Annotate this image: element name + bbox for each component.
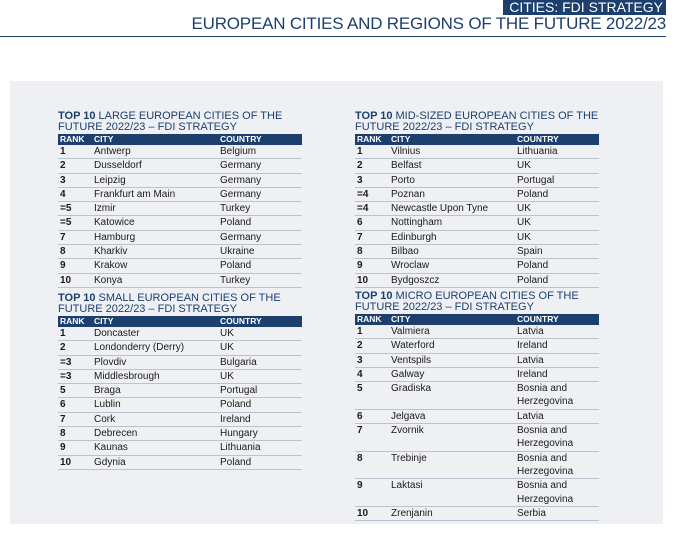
table-row xyxy=(58,456,302,470)
table-row xyxy=(355,145,599,159)
table-title-prefix: TOP 10 xyxy=(355,290,393,302)
table-row xyxy=(58,259,302,273)
table-row xyxy=(58,356,302,370)
cell-rank: 9 xyxy=(60,442,66,454)
cell-city: Galway xyxy=(391,368,425,380)
table-row xyxy=(58,188,302,202)
cell-city: Dusseldorf xyxy=(94,160,142,172)
cell-rank: 3 xyxy=(357,354,363,366)
cell-rank: 9 xyxy=(357,480,363,492)
section-kicker: CITIES: FDI STRATEGY xyxy=(503,0,666,15)
cell-rank: 10 xyxy=(357,507,369,519)
table-title-text: LARGE EUROPEAN CITIES OF THE FUTURE 2022/23 – FDI STRATEGY xyxy=(58,110,283,133)
cell-country: Portugal xyxy=(517,174,555,186)
rankings-panel xyxy=(10,81,663,524)
cell-rank: 6 xyxy=(357,410,363,422)
cell-city: Trebinje xyxy=(391,452,427,464)
cell-country: UK xyxy=(517,160,531,172)
table-row xyxy=(58,216,302,230)
cell-rank: 6 xyxy=(357,217,363,229)
table-row xyxy=(58,327,302,341)
cell-country: Bosnia and Herzegovina xyxy=(517,425,574,450)
table-row xyxy=(355,368,599,382)
cell-country: UK xyxy=(220,342,234,354)
table-row xyxy=(355,159,599,173)
cell-city: Waterford xyxy=(391,340,435,352)
cell-rank: 7 xyxy=(357,231,363,243)
cell-rank: =4 xyxy=(357,203,369,215)
cell-rank: 2 xyxy=(357,160,363,172)
cell-rank: 1 xyxy=(357,146,363,157)
cell-city: Valmiera xyxy=(391,326,430,337)
cell-city: Poznan xyxy=(391,188,425,200)
cell-rank: 9 xyxy=(60,260,66,272)
table-row xyxy=(58,441,302,455)
cell-city: Middlesbrough xyxy=(94,370,160,382)
table-row xyxy=(58,159,302,173)
cell-country: Latvia xyxy=(517,326,544,337)
cell-rank: 2 xyxy=(60,160,66,172)
cell-rank: =3 xyxy=(60,370,72,382)
table-title-text: SMALL EUROPEAN CITIES OF THE FUTURE 2022/23 – FDI STRATEGY xyxy=(58,292,281,315)
small-cities-table xyxy=(58,293,302,470)
cell-country: Ireland xyxy=(220,413,251,425)
cell-city: Ventspils xyxy=(391,354,432,366)
cell-city: Frankfurt am Main xyxy=(94,188,176,200)
column-header-city: CITY xyxy=(391,134,411,144)
cell-city: Edinburgh xyxy=(391,231,437,243)
table-row xyxy=(355,354,599,368)
table-row xyxy=(58,145,302,159)
table-row xyxy=(355,325,599,339)
page-title: EUROPEAN CITIES AND REGIONS OF THE FUTURE 2022/23 xyxy=(191,14,666,33)
cell-country: Spain xyxy=(517,246,543,258)
table-row xyxy=(355,507,599,521)
cell-rank: 4 xyxy=(60,188,66,200)
table-row xyxy=(58,274,302,288)
cell-city: Braga xyxy=(94,385,121,397)
cell-rank: 8 xyxy=(357,246,363,258)
cell-city: Gradiska xyxy=(391,383,432,395)
cell-rank: 6 xyxy=(60,399,66,411)
column-header-country: COUNTRY xyxy=(220,316,262,326)
cell-city: Londonderry (Derry) xyxy=(94,342,185,354)
cell-city: Debrecen xyxy=(94,428,138,440)
table-row xyxy=(355,202,599,216)
cell-city: Belfast xyxy=(391,160,422,172)
large-cities-table xyxy=(58,111,302,288)
cell-city: Cork xyxy=(94,413,116,425)
cell-city: Izmir xyxy=(94,203,116,215)
cell-country: Germany xyxy=(220,160,262,172)
cell-city: Kaunas xyxy=(94,442,128,454)
cell-country: Turkey xyxy=(220,203,251,215)
table-row xyxy=(355,410,599,424)
table-header xyxy=(355,134,599,145)
column-header-rank: RANK xyxy=(357,134,382,144)
table-title-prefix: TOP 10 xyxy=(58,292,96,304)
cell-rank: 7 xyxy=(60,413,66,425)
table-title xyxy=(58,111,302,133)
cell-city: Jelgava xyxy=(391,410,426,422)
cell-country: Poland xyxy=(220,456,252,468)
cell-city: Gdynia xyxy=(94,456,126,468)
table-row xyxy=(58,231,302,245)
cell-country: Bosnia and Herzegovina xyxy=(517,383,574,408)
header-rule xyxy=(0,36,666,37)
cell-country: Lithuania xyxy=(220,442,261,454)
table-header xyxy=(58,316,302,327)
table-title-text: MICRO EUROPEAN CITIES OF THE FUTURE 2022/23 – FDI STRATEGY xyxy=(355,290,579,313)
cell-city: Bilbao xyxy=(391,246,419,258)
cell-rank: 10 xyxy=(60,274,72,286)
mid-sized-cities-table xyxy=(355,111,599,288)
cell-city: Laktasi xyxy=(391,480,423,492)
column-header-country: COUNTRY xyxy=(220,134,262,144)
cell-city: Porto xyxy=(391,174,415,186)
table-title-prefix: TOP 10 xyxy=(355,110,393,122)
column-header-city: CITY xyxy=(94,134,114,144)
cell-country: Germany xyxy=(220,174,262,186)
column-header-country: COUNTRY xyxy=(517,134,559,144)
table-row xyxy=(355,452,599,480)
cell-rank: 9 xyxy=(357,260,363,272)
cell-country: Poland xyxy=(220,217,252,229)
cell-city: Newcastle Upon Tyne xyxy=(391,203,489,215)
column-header-city: CITY xyxy=(391,314,411,324)
cell-city: Kharkiv xyxy=(94,246,128,258)
cell-city: Konya xyxy=(94,274,123,286)
cell-rank: 1 xyxy=(60,328,66,339)
cell-country: UK xyxy=(517,203,531,215)
cell-rank: 8 xyxy=(60,428,66,440)
cell-rank: =3 xyxy=(60,356,72,368)
cell-country: Lithuania xyxy=(517,146,558,157)
cell-country: Germany xyxy=(220,231,262,243)
table-row xyxy=(355,245,599,259)
cell-rank: 7 xyxy=(60,231,66,243)
table-title xyxy=(355,291,599,313)
table-title-text: MID-SIZED EUROPEAN CITIES OF THE FUTURE 2022/23 – FDI STRATEGY xyxy=(355,110,599,133)
cell-country: Latvia xyxy=(517,354,544,366)
cell-city: Krakow xyxy=(94,260,128,272)
cell-city: Nottingham xyxy=(391,217,443,229)
cell-country: Bulgaria xyxy=(220,356,257,368)
table-row xyxy=(58,341,302,355)
table-row xyxy=(355,259,599,273)
column-header-city: CITY xyxy=(94,316,114,326)
cell-city: Leipzig xyxy=(94,174,126,186)
cell-rank: 3 xyxy=(357,174,363,186)
table-row xyxy=(355,479,599,507)
table-row xyxy=(58,202,302,216)
column-header-rank: RANK xyxy=(60,316,85,326)
cell-country: Serbia xyxy=(517,507,546,519)
cell-city: Bydgoszcz xyxy=(391,274,440,286)
cell-country: Poland xyxy=(220,260,252,272)
cell-rank: 3 xyxy=(60,174,66,186)
cell-country: Ireland xyxy=(517,368,548,380)
cell-country: Ireland xyxy=(517,340,548,352)
table-row xyxy=(58,413,302,427)
table-row xyxy=(355,231,599,245)
cell-city: Antwerp xyxy=(94,146,131,157)
table-row xyxy=(355,216,599,230)
cell-rank: 10 xyxy=(357,274,369,286)
table-row xyxy=(58,398,302,412)
table-row xyxy=(355,174,599,188)
cell-city: Vilnius xyxy=(391,146,421,157)
cell-rank: =5 xyxy=(60,217,72,229)
cell-country: Bosnia and Herzegovina xyxy=(517,452,574,477)
table-title-prefix: TOP 10 xyxy=(58,110,96,122)
cell-city: Katowice xyxy=(94,217,135,229)
cell-country: Belgium xyxy=(220,146,257,157)
cell-country: Portugal xyxy=(220,385,258,397)
cell-country: Poland xyxy=(220,399,252,411)
cell-rank: 1 xyxy=(60,146,66,157)
cell-city: Lublin xyxy=(94,399,121,411)
cell-rank: =5 xyxy=(60,203,72,215)
table-row xyxy=(355,339,599,353)
cell-rank: 5 xyxy=(357,383,363,395)
table-title xyxy=(355,111,599,133)
cell-country: UK xyxy=(517,231,531,243)
cell-country: Poland xyxy=(517,188,549,200)
cell-country: Poland xyxy=(517,260,549,272)
cell-city: Wroclaw xyxy=(391,260,430,272)
cell-country: Germany xyxy=(220,188,262,200)
table-row xyxy=(355,188,599,202)
column-header-country: COUNTRY xyxy=(517,314,559,324)
cell-rank: 2 xyxy=(60,342,66,354)
column-header-rank: RANK xyxy=(357,314,382,324)
table-row xyxy=(58,245,302,259)
cell-rank: 2 xyxy=(357,340,363,352)
cell-country: UK xyxy=(517,217,531,229)
cell-rank: 8 xyxy=(357,452,363,464)
table-row xyxy=(58,427,302,441)
cell-city: Zvornik xyxy=(391,425,424,437)
cell-rank: 7 xyxy=(357,425,363,437)
cell-country: Ukraine xyxy=(220,246,255,258)
cell-rank: 8 xyxy=(60,246,66,258)
cell-country: Latvia xyxy=(517,410,544,422)
cell-rank: =4 xyxy=(357,188,369,200)
table-title xyxy=(58,293,302,315)
cell-country: UK xyxy=(220,328,234,339)
cell-country: Bosnia and Herzegovina xyxy=(517,480,574,505)
cell-rank: 10 xyxy=(60,456,72,468)
table-row xyxy=(355,382,599,410)
cell-rank: 4 xyxy=(357,368,363,380)
cell-city: Zrenjanin xyxy=(391,507,433,519)
cell-country: UK xyxy=(220,370,234,382)
cell-country: Turkey xyxy=(220,274,251,286)
table-row xyxy=(58,174,302,188)
table-header xyxy=(58,134,302,145)
cell-rank: 1 xyxy=(357,326,363,337)
table-row xyxy=(355,274,599,288)
cell-city: Hamburg xyxy=(94,231,136,243)
table-row xyxy=(355,424,599,452)
page-banner xyxy=(0,0,666,38)
cell-city: Doncaster xyxy=(94,328,140,339)
cell-rank: 5 xyxy=(60,385,66,397)
table-row xyxy=(58,384,302,398)
table-row xyxy=(58,370,302,384)
table-header xyxy=(355,314,599,325)
cell-country: Poland xyxy=(517,274,549,286)
micro-cities-table xyxy=(355,291,599,521)
cell-city: Plovdiv xyxy=(94,356,127,368)
column-header-rank: RANK xyxy=(60,134,85,144)
cell-country: Hungary xyxy=(220,428,258,440)
